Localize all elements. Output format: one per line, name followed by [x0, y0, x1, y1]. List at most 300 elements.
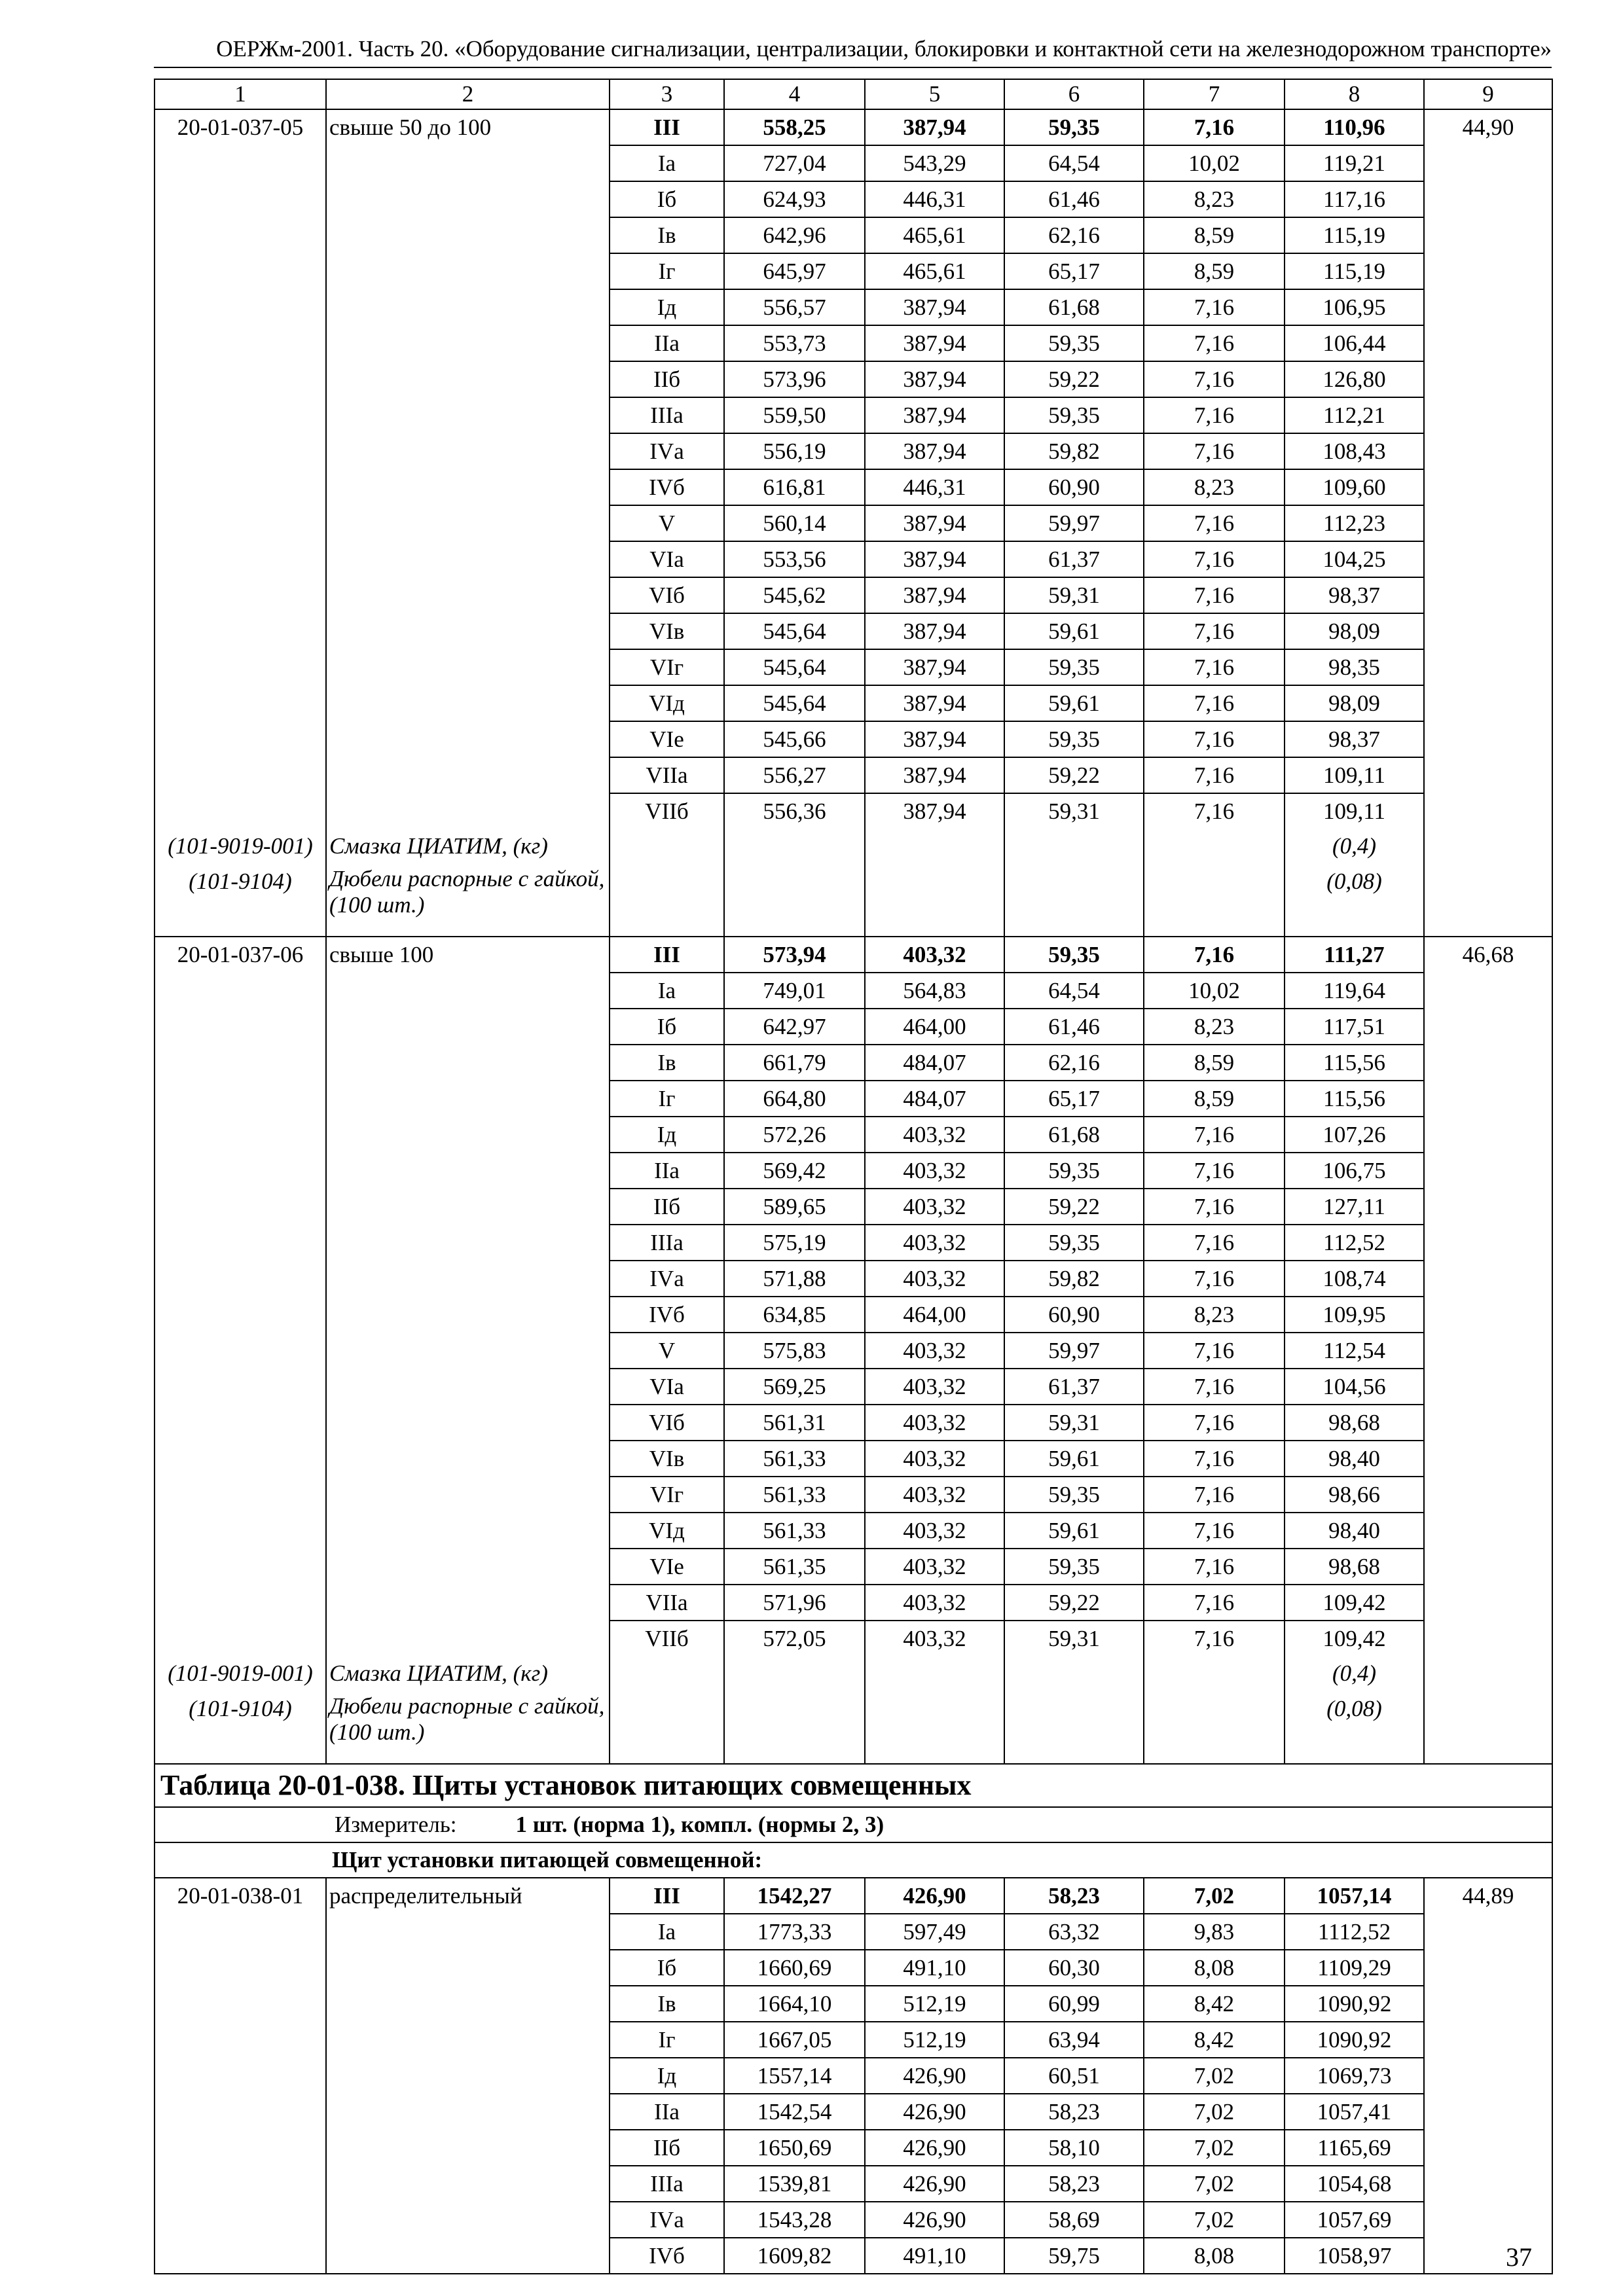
table-cell — [155, 145, 326, 181]
table-cell — [1424, 1225, 1552, 1261]
value-cell: 749,01 — [724, 973, 865, 1009]
value-cell: 108,43 — [1285, 433, 1424, 469]
material-name: Смазка ЦИАТИМ, (кг) — [326, 829, 610, 863]
value-cell: 575,83 — [724, 1333, 865, 1369]
value-cell: 387,94 — [865, 613, 1004, 649]
table-cell — [1424, 1585, 1552, 1621]
table-title: Таблица 20-01-038. Щиты установок питающих совмещенных — [155, 1764, 1552, 1807]
table-cell — [155, 1369, 326, 1405]
norm-code: 20-01-037-06 — [155, 937, 326, 973]
zone-cell: IVб — [610, 2238, 724, 2274]
coefficient-cell: 44,90 — [1424, 109, 1552, 145]
value-cell: 387,94 — [865, 541, 1004, 577]
table-cell — [1424, 325, 1552, 361]
value-cell: 465,61 — [865, 217, 1004, 253]
table-cell — [1424, 1513, 1552, 1549]
value-cell: 109,60 — [1285, 469, 1424, 505]
value-cell: 60,30 — [1004, 1950, 1144, 1986]
table-cell — [610, 1691, 724, 1764]
value-cell: 8,42 — [1144, 2022, 1285, 2058]
table-cell — [326, 433, 610, 469]
table-cell — [326, 973, 610, 1009]
value-cell: 59,35 — [1004, 937, 1144, 973]
value-cell: 109,11 — [1285, 793, 1424, 829]
table-cell — [1424, 541, 1552, 577]
table-cell — [1424, 2094, 1552, 2130]
material-row — [155, 1656, 1552, 1691]
zone-cell: VIIа — [610, 1585, 724, 1621]
table-cell — [155, 1477, 326, 1513]
value-cell: 661,79 — [724, 1045, 865, 1081]
value-cell: 7,02 — [1144, 2130, 1285, 2166]
value-cell: 484,07 — [865, 1081, 1004, 1117]
zone-cell: VIг — [610, 649, 724, 685]
table-row — [155, 2238, 1552, 2274]
table-cell — [1424, 1009, 1552, 1045]
table-cell — [326, 325, 610, 361]
column-number: 3 — [610, 79, 724, 109]
table-cell — [155, 973, 326, 1009]
value-cell: 7,16 — [1144, 505, 1285, 541]
value-cell: 446,31 — [865, 469, 1004, 505]
zone-cell: VIг — [610, 1477, 724, 1513]
zone-cell: Iг — [610, 253, 724, 289]
table-row — [155, 721, 1552, 757]
table-cell — [155, 361, 326, 397]
value-cell: 7,16 — [1144, 433, 1285, 469]
column-number: 1 — [155, 79, 326, 109]
value-cell: 109,42 — [1285, 1585, 1424, 1621]
column-number: 9 — [1424, 79, 1552, 109]
table-cell — [326, 2202, 610, 2238]
value-cell: 58,23 — [1004, 2094, 1144, 2130]
table-cell — [724, 1656, 865, 1691]
table-cell — [326, 2238, 610, 2274]
value-cell: 59,35 — [1004, 397, 1144, 433]
value-cell: 112,52 — [1285, 1225, 1424, 1261]
column-number: 5 — [865, 79, 1004, 109]
value-cell: 7,16 — [1144, 1333, 1285, 1369]
table-cell — [1424, 973, 1552, 1009]
zone-cell: Iб — [610, 1009, 724, 1045]
value-cell: 63,32 — [1004, 1914, 1144, 1950]
table-row — [155, 1513, 1552, 1549]
value-cell: 59,35 — [1004, 1549, 1144, 1585]
value-cell: 59,97 — [1004, 1333, 1144, 1369]
value-cell: 115,56 — [1285, 1045, 1424, 1081]
table-cell — [326, 649, 610, 685]
table-row — [155, 1585, 1552, 1621]
value-cell: 7,16 — [1144, 1477, 1285, 1513]
table-cell — [326, 2094, 610, 2130]
table-row — [155, 1369, 1552, 1405]
table-cell — [326, 2058, 610, 2094]
table-cell — [1424, 1405, 1552, 1441]
table-row — [155, 937, 1552, 973]
table-row — [155, 757, 1552, 793]
table-cell — [155, 1117, 326, 1153]
value-cell: 426,90 — [865, 2130, 1004, 2166]
value-cell: 98,09 — [1285, 685, 1424, 721]
value-cell: 59,35 — [1004, 1477, 1144, 1513]
zone-cell: VIв — [610, 613, 724, 649]
column-number: 6 — [1004, 79, 1144, 109]
table-row — [155, 1189, 1552, 1225]
value-cell: 59,35 — [1004, 109, 1144, 145]
value-cell: 10,02 — [1144, 973, 1285, 1009]
table-row — [155, 145, 1552, 181]
value-cell: 403,32 — [865, 1621, 1004, 1656]
table-cell — [1424, 1117, 1552, 1153]
table-cell — [326, 541, 610, 577]
table-cell — [326, 1045, 610, 1081]
table-cell — [724, 863, 865, 937]
table-cell — [155, 1513, 326, 1549]
value-cell: 98,37 — [1285, 721, 1424, 757]
value-cell: 107,26 — [1285, 1117, 1424, 1153]
table-cell — [1424, 1333, 1552, 1369]
table-row — [155, 181, 1552, 217]
table-cell — [155, 253, 326, 289]
value-cell: 58,23 — [1004, 1878, 1144, 1914]
table-cell — [155, 217, 326, 253]
material-row — [155, 829, 1552, 863]
value-cell: 8,59 — [1144, 217, 1285, 253]
table-cell — [155, 1045, 326, 1081]
value-cell: 1112,52 — [1285, 1914, 1424, 1950]
table-cell — [326, 1225, 610, 1261]
value-cell: 64,54 — [1004, 973, 1144, 1009]
table-cell — [1424, 469, 1552, 505]
table-cell — [1424, 253, 1552, 289]
zone-cell: IIIа — [610, 397, 724, 433]
value-cell: 119,64 — [1285, 973, 1424, 1009]
value-cell: 115,19 — [1285, 253, 1424, 289]
value-cell: 7,16 — [1144, 1189, 1285, 1225]
table-row — [155, 613, 1552, 649]
table-cell — [155, 397, 326, 433]
value-cell: 1650,69 — [724, 2130, 865, 2166]
norm-description: распределительный — [326, 1878, 610, 1914]
table-cell — [326, 1621, 610, 1656]
value-cell: 559,50 — [724, 397, 865, 433]
table-row — [155, 2022, 1552, 2058]
table-row — [155, 541, 1552, 577]
value-cell: 59,61 — [1004, 1441, 1144, 1477]
table-cell — [1424, 2202, 1552, 2238]
table-cell — [1424, 863, 1552, 937]
material-row — [155, 1691, 1552, 1764]
value-cell: 575,19 — [724, 1225, 865, 1261]
table-cell — [1424, 217, 1552, 253]
value-cell: 403,32 — [865, 1153, 1004, 1189]
value-cell: 569,25 — [724, 1369, 865, 1405]
zone-cell: Iд — [610, 2058, 724, 2094]
value-cell: 571,88 — [724, 1261, 865, 1297]
value-cell: 60,90 — [1004, 1297, 1144, 1333]
column-number: 2 — [326, 79, 610, 109]
table-cell — [155, 577, 326, 613]
value-cell: 446,31 — [865, 181, 1004, 217]
value-cell: 1542,27 — [724, 1878, 865, 1914]
table-cell — [326, 1513, 610, 1549]
table-cell — [326, 1986, 610, 2022]
table-cell — [326, 1441, 610, 1477]
value-cell: 61,46 — [1004, 1009, 1144, 1045]
table-row — [155, 109, 1552, 145]
material-value: (0,08) — [1285, 1691, 1424, 1764]
value-cell: 7,02 — [1144, 1878, 1285, 1914]
value-cell: 61,37 — [1004, 541, 1144, 577]
norms-table — [154, 79, 1553, 2274]
value-cell: 59,22 — [1004, 361, 1144, 397]
value-cell: 8,23 — [1144, 1297, 1285, 1333]
value-cell: 387,94 — [865, 685, 1004, 721]
material-code: (101-9104) — [155, 1691, 326, 1764]
value-cell: 7,16 — [1144, 937, 1285, 973]
value-cell: 403,32 — [865, 1441, 1004, 1477]
value-cell: 98,68 — [1285, 1549, 1424, 1585]
zone-cell: IVб — [610, 1297, 724, 1333]
zone-cell: Iг — [610, 2022, 724, 2058]
table-cell — [155, 1441, 326, 1477]
value-cell: 561,33 — [724, 1513, 865, 1549]
table-cell — [155, 1081, 326, 1117]
value-cell: 403,32 — [865, 1117, 1004, 1153]
table-cell — [865, 1691, 1004, 1764]
table-cell — [1144, 863, 1285, 937]
value-cell: 573,96 — [724, 361, 865, 397]
value-cell: 387,94 — [865, 793, 1004, 829]
table-cell — [326, 721, 610, 757]
table-cell — [155, 1225, 326, 1261]
table-cell — [155, 1153, 326, 1189]
table-cell — [326, 613, 610, 649]
value-cell: 58,69 — [1004, 2202, 1144, 2238]
value-cell: 7,16 — [1144, 325, 1285, 361]
value-cell: 8,59 — [1144, 1081, 1285, 1117]
value-cell: 558,25 — [724, 109, 865, 145]
table-cell — [155, 505, 326, 541]
table-row — [155, 505, 1552, 541]
table-row — [155, 2202, 1552, 2238]
table-cell — [326, 757, 610, 793]
table-cell — [1424, 1261, 1552, 1297]
value-cell: 119,21 — [1285, 145, 1424, 181]
table-cell — [1424, 1297, 1552, 1333]
value-cell: 65,17 — [1004, 253, 1144, 289]
material-name: Дюбели распорные с гайкой, (100 шт.) — [326, 863, 610, 937]
table-cell — [155, 1549, 326, 1585]
table-row — [155, 1261, 1552, 1297]
value-cell: 59,35 — [1004, 1153, 1144, 1189]
value-cell: 560,14 — [724, 505, 865, 541]
zone-cell: IIа — [610, 1153, 724, 1189]
value-cell: 556,27 — [724, 757, 865, 793]
table-cell — [155, 757, 326, 793]
value-cell: 65,17 — [1004, 1081, 1144, 1117]
value-cell: 403,32 — [865, 1477, 1004, 1513]
table-cell — [865, 1656, 1004, 1691]
table-cell — [326, 253, 610, 289]
value-cell: 597,49 — [865, 1914, 1004, 1950]
table-row — [155, 973, 1552, 1009]
table-cell — [865, 829, 1004, 863]
value-cell: 403,32 — [865, 1333, 1004, 1369]
table-row — [155, 1405, 1552, 1441]
zone-cell: Iа — [610, 973, 724, 1009]
value-cell: 127,11 — [1285, 1189, 1424, 1225]
value-cell: 7,16 — [1144, 757, 1285, 793]
column-number: 8 — [1285, 79, 1424, 109]
table-cell — [155, 1405, 326, 1441]
zone-cell: Iд — [610, 289, 724, 325]
value-cell: 387,94 — [865, 721, 1004, 757]
value-cell: 426,90 — [865, 2166, 1004, 2202]
table-row — [155, 1878, 1552, 1914]
table-cell — [155, 685, 326, 721]
value-cell: 491,10 — [865, 1950, 1004, 1986]
table-cell — [1424, 2166, 1552, 2202]
value-cell: 7,16 — [1144, 793, 1285, 829]
table-cell — [1004, 863, 1144, 937]
value-cell: 624,93 — [724, 181, 865, 217]
value-cell: 387,94 — [865, 289, 1004, 325]
table-row — [155, 2130, 1552, 2166]
value-cell: 59,75 — [1004, 2238, 1144, 2274]
zone-cell: Iв — [610, 1986, 724, 2022]
value-cell: 109,95 — [1285, 1297, 1424, 1333]
table-cell — [155, 289, 326, 325]
value-cell: 8,59 — [1144, 1045, 1285, 1081]
value-cell: 10,02 — [1144, 145, 1285, 181]
zone-cell: V — [610, 505, 724, 541]
value-cell: 7,16 — [1144, 1225, 1285, 1261]
value-cell: 59,35 — [1004, 325, 1144, 361]
value-cell: 98,35 — [1285, 649, 1424, 685]
value-cell: 61,46 — [1004, 181, 1144, 217]
zone-cell: Iг — [610, 1081, 724, 1117]
zone-cell: VIа — [610, 541, 724, 577]
table-cell — [326, 1189, 610, 1225]
value-cell: 109,42 — [1285, 1621, 1424, 1656]
table-cell — [155, 2094, 326, 2130]
table-cell — [724, 829, 865, 863]
column-number-row — [155, 79, 1552, 109]
value-cell: 108,74 — [1285, 1261, 1424, 1297]
value-cell: 61,68 — [1004, 1117, 1144, 1153]
table-cell — [1424, 2022, 1552, 2058]
zone-cell: Iв — [610, 1045, 724, 1081]
value-cell: 7,02 — [1144, 2166, 1285, 2202]
measure-label: Измеритель: — [335, 1812, 457, 1837]
page-number: 37 — [1506, 2242, 1532, 2272]
value-cell: 8,23 — [1144, 1009, 1285, 1045]
value-cell: 561,33 — [724, 1441, 865, 1477]
value-cell: 1090,92 — [1285, 1986, 1424, 2022]
value-cell: 464,00 — [865, 1009, 1004, 1045]
zone-cell: IIIа — [610, 1225, 724, 1261]
table-cell — [1424, 1621, 1552, 1656]
table-cell — [155, 1333, 326, 1369]
material-code: (101-9019-001) — [155, 829, 326, 863]
table-cell — [1424, 433, 1552, 469]
table-title-row — [155, 1764, 1552, 1807]
zone-cell: VIд — [610, 685, 724, 721]
value-cell: 7,02 — [1144, 2094, 1285, 2130]
value-cell: 7,16 — [1144, 1549, 1285, 1585]
norm-description: свыше 50 до 100 — [326, 109, 610, 145]
material-value: (0,4) — [1285, 829, 1424, 863]
value-cell: 616,81 — [724, 469, 865, 505]
table-cell — [155, 649, 326, 685]
table-cell — [155, 2130, 326, 2166]
table-cell — [326, 1950, 610, 1986]
value-cell: 7,16 — [1144, 1369, 1285, 1405]
table-cell — [1424, 145, 1552, 181]
table-cell — [1144, 829, 1285, 863]
table-cell — [1424, 1441, 1552, 1477]
value-cell: 110,96 — [1285, 109, 1424, 145]
zone-cell: IIа — [610, 2094, 724, 2130]
zone-cell: VIе — [610, 1549, 724, 1585]
table-cell — [326, 1914, 610, 1950]
table-row — [155, 361, 1552, 397]
value-cell: 112,54 — [1285, 1333, 1424, 1369]
table-cell — [1424, 289, 1552, 325]
table-cell — [1424, 1914, 1552, 1950]
table-cell — [155, 2022, 326, 2058]
table-cell — [1004, 1656, 1144, 1691]
value-cell: 59,82 — [1004, 433, 1144, 469]
value-cell: 7,16 — [1144, 1153, 1285, 1189]
table-row — [155, 2094, 1552, 2130]
value-cell: 545,62 — [724, 577, 865, 613]
value-cell: 1054,68 — [1285, 2166, 1424, 2202]
zone-cell: IIа — [610, 325, 724, 361]
table-row — [155, 1914, 1552, 1950]
value-cell: 7,16 — [1144, 289, 1285, 325]
table-cell — [155, 2238, 326, 2274]
value-cell: 98,68 — [1285, 1405, 1424, 1441]
table-row — [155, 1009, 1552, 1045]
table-row — [155, 1986, 1552, 2022]
table-cell — [326, 1333, 610, 1369]
table-cell — [1424, 1477, 1552, 1513]
table-cell — [326, 1117, 610, 1153]
value-cell: 104,56 — [1285, 1369, 1424, 1405]
value-cell: 7,16 — [1144, 685, 1285, 721]
value-cell: 60,90 — [1004, 469, 1144, 505]
table-cell — [155, 1621, 326, 1656]
table-cell — [326, 2130, 610, 2166]
table-row — [155, 685, 1552, 721]
column-number: 4 — [724, 79, 865, 109]
table-cell — [1004, 1691, 1144, 1764]
material-name: Дюбели распорные с гайкой, (100 шт.) — [326, 1691, 610, 1764]
table-cell — [326, 793, 610, 829]
value-cell: 561,35 — [724, 1549, 865, 1585]
value-cell: 642,97 — [724, 1009, 865, 1045]
table-cell — [1424, 1189, 1552, 1225]
value-cell: 62,16 — [1004, 217, 1144, 253]
zone-cell: IVа — [610, 433, 724, 469]
value-cell: 403,32 — [865, 1405, 1004, 1441]
table-row — [155, 649, 1552, 685]
subheader-row — [155, 1842, 1552, 1878]
zone-cell: IVа — [610, 1261, 724, 1297]
value-cell: 59,31 — [1004, 1621, 1144, 1656]
